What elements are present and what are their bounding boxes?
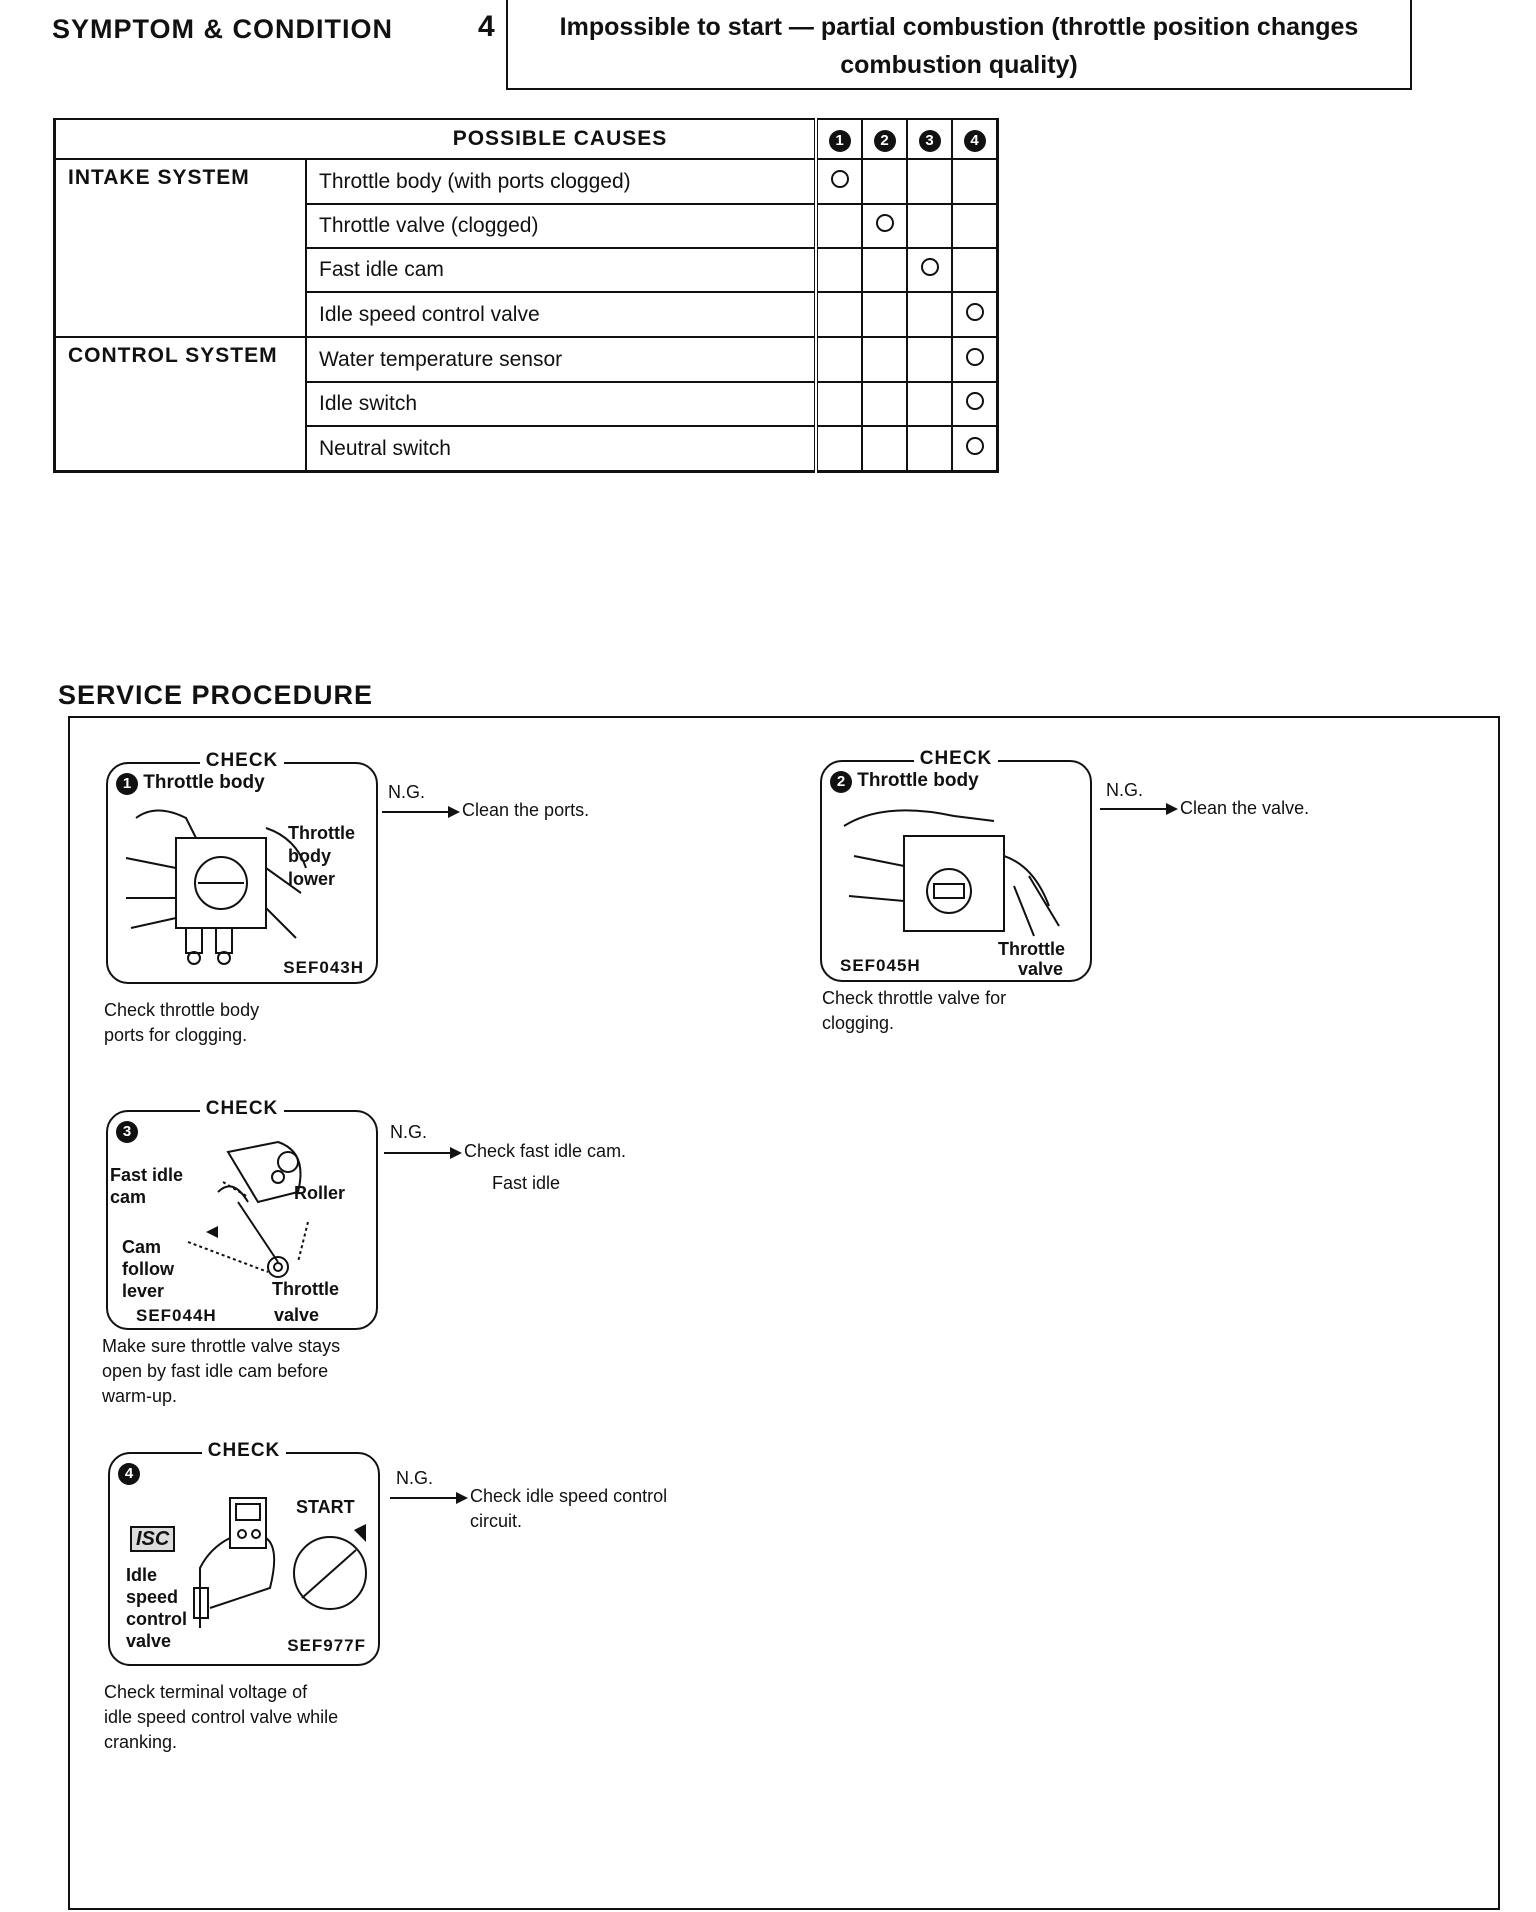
cause-row: Fast idle cam xyxy=(306,248,816,292)
check-3-code: SEF044H xyxy=(136,1306,217,1325)
check-1-heading: CHECK xyxy=(200,750,285,771)
check-4-result: Check idle speed control circuit. xyxy=(470,1486,668,1531)
mark-3-icon: 3 xyxy=(919,130,941,152)
check-4-label-speed: speed xyxy=(126,1587,179,1607)
check-circle-icon xyxy=(966,437,984,455)
check-3-ng: N.G. xyxy=(390,1122,428,1142)
check-4-arrow xyxy=(390,1497,458,1499)
symptom-title: SYMPTOM & CONDITION xyxy=(52,14,394,44)
check-2-arrow xyxy=(1100,808,1168,810)
throttle-valve-illustration xyxy=(834,796,1074,946)
check-3-panel xyxy=(106,1098,378,1330)
mark-1-icon: 1 xyxy=(829,130,851,152)
check-1-label-2: body xyxy=(288,846,331,866)
check-2-panel xyxy=(820,748,1092,982)
check-4-label-start: START xyxy=(296,1497,355,1517)
isc-voltmeter-illustration xyxy=(170,1488,380,1638)
check-circle-icon xyxy=(831,170,849,188)
symptom-description-line2: combustion quality) xyxy=(840,51,1078,79)
check-4-label-valve: valve xyxy=(126,1631,172,1651)
check-3-result-sub: Fast idle xyxy=(492,1173,561,1193)
check-circle-icon xyxy=(921,258,939,276)
mark-header-2 xyxy=(862,119,907,159)
check-1-caption: Check throttle body ports for clogging. xyxy=(104,1000,260,1045)
check-4-ng: N.G. xyxy=(396,1468,434,1488)
check-3-result: Check fast idle cam. xyxy=(464,1141,627,1161)
check-4-code: SEF977F xyxy=(287,1636,366,1655)
check-3-heading: CHECK xyxy=(200,1098,285,1119)
mark-2-icon: 2 xyxy=(874,130,896,152)
check-circle-icon xyxy=(966,392,984,410)
check-4-panel xyxy=(108,1440,380,1666)
cause-row: Idle switch xyxy=(306,382,816,426)
check-3-label-cam2: Cam xyxy=(122,1237,162,1257)
check-2-caption: Check throttle valve for clogging. xyxy=(822,988,1007,1033)
check-2-label-1: Throttle xyxy=(998,939,1065,959)
arrow-right-icon xyxy=(450,1147,462,1159)
check-circle-icon xyxy=(966,348,984,366)
system-intake: INTAKE SYSTEM xyxy=(55,159,307,204)
check-2-heading: CHECK xyxy=(914,748,999,769)
check-4-label-control: control xyxy=(126,1609,187,1629)
cause-row: Idle speed control valve xyxy=(306,292,816,337)
check-3-label-cam: cam xyxy=(110,1187,147,1207)
isc-box: ISC xyxy=(130,1526,175,1552)
check-1-number-icon: 1 xyxy=(116,773,138,795)
arrow-right-icon xyxy=(448,806,460,818)
check-2-number-icon: 2 xyxy=(830,771,852,793)
check-1-arrow xyxy=(382,811,450,813)
symptom-number: 4 xyxy=(478,10,495,43)
check-1-label-3: lower xyxy=(288,869,336,889)
check-4-number-icon: 4 xyxy=(118,1463,140,1485)
check-circle-icon xyxy=(966,303,984,321)
check-1-panel xyxy=(106,750,378,984)
check-1-result: Clean the ports. xyxy=(462,800,590,820)
mark-header-1 xyxy=(816,119,862,159)
service-procedure-title: SERVICE PROCEDURE xyxy=(58,680,374,710)
symptom-description-line1: Impossible to start — partial combustion (throttle position changes xyxy=(559,13,1359,41)
throttle-body-illustration xyxy=(116,798,316,968)
check-2-subtitle: Throttle body xyxy=(857,770,979,791)
mark-header-3 xyxy=(907,119,952,159)
arrow-right-icon xyxy=(456,1492,468,1504)
possible-causes-heading: POSSIBLE CAUSES xyxy=(306,119,816,159)
check-2-code: SEF045H xyxy=(840,956,921,975)
system-control: CONTROL SYSTEM xyxy=(55,337,307,382)
cause-row: Throttle valve (clogged) xyxy=(306,204,816,248)
check-3-label-valve: valve xyxy=(274,1305,320,1325)
check-3-label-throttle: Throttle xyxy=(272,1279,339,1299)
mark-4-icon: 4 xyxy=(964,130,986,152)
check-circle-icon xyxy=(876,214,894,232)
check-3-number-icon: 3 xyxy=(116,1121,138,1143)
check-1-ng: N.G. xyxy=(388,782,426,802)
cause-row: Water temperature sensor xyxy=(306,337,816,382)
check-4-heading: CHECK xyxy=(202,1440,287,1461)
check-3-label-roller: Roller xyxy=(294,1183,346,1203)
check-1-code: SEF043H xyxy=(283,958,364,977)
check-2-label-2: valve xyxy=(1018,959,1064,979)
cause-row: Throttle body (with ports clogged) xyxy=(306,159,816,204)
check-4-label-idle: Idle xyxy=(126,1565,158,1585)
mark-header-4 xyxy=(952,119,998,159)
check-3-label-lever: lever xyxy=(122,1281,165,1301)
check-2-result: Clean the valve. xyxy=(1180,798,1310,818)
check-3-label-follow: follow xyxy=(122,1259,174,1279)
check-1-subtitle: Throttle body xyxy=(143,772,265,793)
possible-causes-table xyxy=(53,118,999,473)
check-3-arrow xyxy=(384,1152,452,1154)
arrow-right-icon xyxy=(1166,803,1178,815)
check-4-caption: Check terminal voltage of idle speed control valve while cranking. xyxy=(104,1682,339,1752)
cause-row: Neutral switch xyxy=(306,426,816,472)
check-3-label-fast-idle: Fast idle xyxy=(110,1165,184,1185)
check-3-caption: Make sure throttle valve stays open by fast idle cam before warm-up. xyxy=(102,1336,341,1406)
check-1-label-1: Throttle xyxy=(288,823,355,843)
check-2-ng: N.G. xyxy=(1106,780,1144,800)
symptom-description xyxy=(506,0,1412,90)
